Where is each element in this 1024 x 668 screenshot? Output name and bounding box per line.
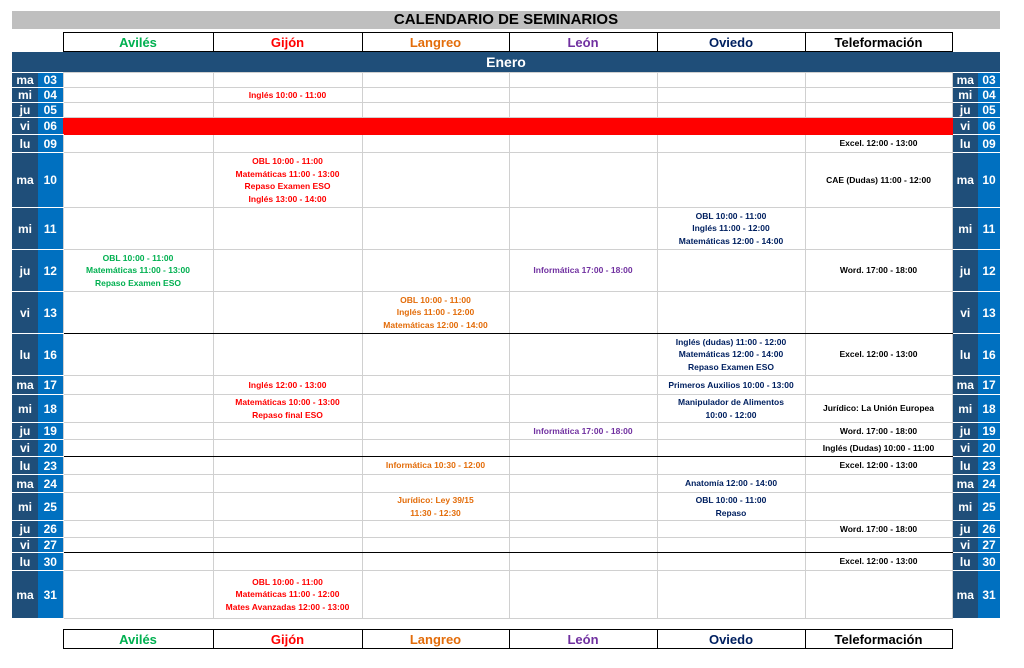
event-cell[interactable] bbox=[805, 334, 952, 376]
weekday-label: vi bbox=[952, 440, 978, 457]
header-spacer bbox=[12, 33, 63, 52]
weekday-label: vi bbox=[12, 538, 38, 553]
event-cell bbox=[805, 493, 952, 521]
centre-header-top-4: Oviedo bbox=[657, 33, 805, 52]
event-cell[interactable] bbox=[509, 250, 657, 292]
event-cell bbox=[509, 457, 657, 475]
event-cell[interactable] bbox=[805, 553, 952, 571]
event-line: Inglés 11:00 - 12:00 bbox=[692, 223, 770, 234]
event-cell[interactable] bbox=[805, 395, 952, 423]
weekday-label: ju bbox=[952, 250, 978, 292]
event-cell bbox=[63, 395, 213, 423]
event-cell[interactable] bbox=[657, 334, 805, 376]
calendar-row bbox=[12, 395, 1000, 423]
weekday-label: ma bbox=[952, 73, 978, 88]
event-cell bbox=[509, 376, 657, 395]
event-cell bbox=[213, 423, 362, 440]
weekday-label: lu bbox=[12, 553, 38, 571]
event-cell bbox=[362, 250, 509, 292]
event-line: Matemáticas 12:00 - 14:00 bbox=[383, 319, 488, 330]
event-cell[interactable] bbox=[213, 571, 362, 619]
event-cell bbox=[509, 538, 657, 553]
event-cell bbox=[213, 250, 362, 292]
centre-header-top-2: Langreo bbox=[362, 33, 509, 52]
calendar-row bbox=[12, 250, 1000, 292]
event-line: OBL 10:00 - 11:00 bbox=[695, 210, 767, 221]
event-cell[interactable] bbox=[805, 250, 952, 292]
calendar-row bbox=[12, 571, 1000, 619]
event-cell bbox=[805, 292, 952, 334]
event-cell bbox=[657, 440, 805, 457]
weekday-label: lu bbox=[12, 457, 38, 475]
weekday-label: ju bbox=[12, 423, 38, 440]
day-number: 11 bbox=[38, 208, 63, 250]
centre-header-bottom-0: Avilés bbox=[63, 630, 213, 649]
weekday-label: vi bbox=[12, 118, 38, 135]
event-cell bbox=[362, 553, 509, 571]
event-line: Inglés 13:00 - 14:00 bbox=[248, 193, 327, 204]
weekday-label: ju bbox=[12, 250, 38, 292]
event-cell bbox=[213, 73, 362, 88]
event-cell bbox=[63, 457, 213, 475]
calendar-row bbox=[12, 73, 1000, 88]
calendar-row bbox=[12, 153, 1000, 208]
calendar-row bbox=[12, 118, 1000, 135]
weekday-label: ju bbox=[12, 521, 38, 538]
day-number: 18 bbox=[38, 395, 63, 423]
event-cell bbox=[805, 73, 952, 88]
day-number: 13 bbox=[978, 292, 1000, 334]
event-cell bbox=[362, 135, 509, 153]
centre-header-bottom-5: Teleformación bbox=[805, 630, 952, 649]
event-cell bbox=[509, 493, 657, 521]
weekday-label: ju bbox=[952, 423, 978, 440]
event-line: Excel. 12:00 - 13:00 bbox=[839, 138, 918, 149]
event-cell bbox=[63, 292, 213, 334]
weekday-label: mi bbox=[952, 395, 978, 423]
event-line: Mates Avanzadas 12:00 - 13:00 bbox=[225, 601, 350, 612]
event-cell[interactable] bbox=[213, 153, 362, 208]
event-line: Inglés 11:00 - 12:00 bbox=[396, 307, 475, 318]
weekday-label: ma bbox=[12, 376, 38, 395]
weekday-label: ju bbox=[952, 521, 978, 538]
event-line: Excel. 12:00 - 13:00 bbox=[839, 349, 918, 360]
calendar-row bbox=[12, 334, 1000, 376]
day-number: 23 bbox=[38, 457, 63, 475]
day-number: 23 bbox=[978, 457, 1000, 475]
event-cell bbox=[657, 153, 805, 208]
event-line: Word. 17:00 - 18:00 bbox=[839, 425, 918, 436]
weekday-label: lu bbox=[952, 457, 978, 475]
event-line: Matemáticas 11:00 - 13:00 bbox=[86, 265, 190, 276]
event-line: Inglés (Dudas) 10:00 - 11:00 bbox=[822, 442, 935, 453]
calendar-row bbox=[12, 553, 1000, 571]
calendar-row bbox=[12, 376, 1000, 395]
calendar-row bbox=[12, 457, 1000, 475]
event-cell bbox=[63, 153, 213, 208]
event-line: Manipulador de Alimentos bbox=[678, 397, 784, 407]
weekday-label: vi bbox=[952, 118, 978, 135]
event-cell bbox=[63, 376, 213, 395]
centre-header-bottom-4: Oviedo bbox=[657, 630, 805, 649]
event-line: 11:30 - 12:30 bbox=[410, 507, 461, 518]
day-number: 19 bbox=[978, 423, 1000, 440]
event-line: Anatomía 12:00 - 14:00 bbox=[684, 478, 778, 489]
event-cell bbox=[213, 118, 362, 135]
event-cell bbox=[509, 553, 657, 571]
event-line: Repaso Examen ESO bbox=[688, 361, 774, 372]
calendar-row bbox=[12, 521, 1000, 538]
event-cell bbox=[63, 553, 213, 571]
page-title: CALENDARIO DE SEMINARIOS bbox=[12, 11, 1000, 29]
day-number: 04 bbox=[38, 88, 63, 103]
day-number: 10 bbox=[38, 153, 63, 208]
event-cell bbox=[63, 88, 213, 103]
calendar-row bbox=[12, 135, 1000, 153]
event-cell bbox=[657, 553, 805, 571]
centre-header-bottom-1: Gijón bbox=[213, 630, 362, 649]
day-number: 09 bbox=[38, 135, 63, 153]
event-cell[interactable] bbox=[362, 493, 509, 521]
event-cell[interactable] bbox=[657, 208, 805, 250]
event-cell[interactable] bbox=[213, 376, 362, 395]
event-line: OBL 10:00 - 11:00 bbox=[400, 294, 471, 305]
event-cell bbox=[509, 88, 657, 103]
event-cell bbox=[805, 208, 952, 250]
day-number: 31 bbox=[38, 571, 63, 619]
event-line: Inglés (dudas) 11:00 - 12:00 bbox=[675, 336, 787, 347]
event-cell bbox=[63, 135, 213, 153]
day-number: 06 bbox=[978, 118, 1000, 135]
event-cell[interactable] bbox=[213, 88, 362, 103]
event-cell bbox=[657, 73, 805, 88]
weekday-label: ma bbox=[952, 153, 978, 208]
event-cell bbox=[509, 153, 657, 208]
weekday-label: vi bbox=[952, 538, 978, 553]
event-line: Repaso bbox=[715, 507, 747, 518]
event-line: Word. 17:00 - 18:00 bbox=[839, 523, 918, 534]
event-cell bbox=[213, 521, 362, 538]
event-cell bbox=[63, 103, 213, 118]
centre-header-bottom bbox=[12, 629, 1000, 649]
day-number: 20 bbox=[38, 440, 63, 457]
event-cell[interactable] bbox=[213, 395, 362, 423]
event-cell bbox=[213, 334, 362, 376]
weekday-label: mi bbox=[12, 208, 38, 250]
event-line: Repaso Examen ESO bbox=[244, 181, 331, 191]
event-cell bbox=[805, 475, 952, 493]
day-number: 27 bbox=[978, 538, 1000, 553]
day-number: 26 bbox=[38, 521, 63, 538]
event-line: Repaso Examen ESO bbox=[95, 277, 181, 288]
month-banner: Enero bbox=[12, 52, 1000, 72]
calendar-table bbox=[12, 72, 1000, 619]
event-cell bbox=[63, 73, 213, 88]
event-line: Excel. 12:00 - 13:00 bbox=[839, 556, 918, 567]
day-number: 24 bbox=[38, 475, 63, 493]
day-number: 11 bbox=[978, 208, 1000, 250]
event-cell[interactable] bbox=[362, 292, 509, 334]
day-number: 31 bbox=[978, 571, 1000, 619]
weekday-label: lu bbox=[952, 334, 978, 376]
event-cell bbox=[362, 395, 509, 423]
event-line: OBL 10:00 - 11:00 bbox=[102, 252, 174, 263]
day-number: 27 bbox=[38, 538, 63, 553]
event-line: Repaso final ESO bbox=[252, 409, 323, 420]
header-spacer bbox=[12, 630, 63, 649]
day-number: 09 bbox=[978, 135, 1000, 153]
weekday-label: ju bbox=[12, 103, 38, 118]
event-line: Matemáticas 10:00 - 13:00 bbox=[235, 397, 340, 407]
event-line: Informática 17:00 - 18:00 bbox=[533, 425, 633, 436]
day-number: 18 bbox=[978, 395, 1000, 423]
calendar-row bbox=[12, 208, 1000, 250]
day-number: 30 bbox=[38, 553, 63, 571]
event-cell[interactable] bbox=[657, 475, 805, 493]
event-cell bbox=[657, 103, 805, 118]
centre-header-bottom-2: Langreo bbox=[362, 630, 509, 649]
weekday-label: ma bbox=[952, 475, 978, 493]
weekday-label: lu bbox=[12, 334, 38, 376]
event-cell bbox=[805, 538, 952, 553]
day-number: 26 bbox=[978, 521, 1000, 538]
calendar-row bbox=[12, 292, 1000, 334]
day-number: 25 bbox=[38, 493, 63, 521]
event-cell bbox=[213, 292, 362, 334]
event-cell[interactable] bbox=[657, 376, 805, 395]
day-number: 30 bbox=[978, 553, 1000, 571]
event-cell bbox=[805, 103, 952, 118]
calendar-row bbox=[12, 475, 1000, 493]
event-cell bbox=[362, 571, 509, 619]
event-line: Jurídico: Ley 39/15 bbox=[397, 495, 474, 505]
calendar-row bbox=[12, 538, 1000, 553]
event-cell bbox=[213, 135, 362, 153]
weekday-label: ju bbox=[952, 103, 978, 118]
day-number: 17 bbox=[38, 376, 63, 395]
calendar-row bbox=[12, 440, 1000, 457]
centre-header-top-1: Gijón bbox=[213, 33, 362, 52]
calendar-row bbox=[12, 88, 1000, 103]
event-cell bbox=[509, 118, 657, 135]
event-cell bbox=[63, 440, 213, 457]
event-cell bbox=[362, 334, 509, 376]
event-cell bbox=[213, 440, 362, 457]
event-cell bbox=[213, 553, 362, 571]
weekday-label: mi bbox=[12, 88, 38, 103]
day-number: 05 bbox=[978, 103, 1000, 118]
weekday-label: lu bbox=[952, 553, 978, 571]
event-line: OBL 10:00 - 11:00 bbox=[252, 156, 323, 166]
event-cell bbox=[805, 118, 952, 135]
event-cell bbox=[362, 73, 509, 88]
day-number: 10 bbox=[978, 153, 1000, 208]
event-cell[interactable] bbox=[657, 395, 805, 423]
centre-header-top bbox=[12, 32, 1000, 52]
event-line: OBL 10:00 - 11:00 bbox=[252, 576, 323, 587]
event-cell bbox=[805, 88, 952, 103]
day-number: 16 bbox=[978, 334, 1000, 376]
weekday-label: vi bbox=[952, 292, 978, 334]
event-cell bbox=[805, 376, 952, 395]
event-cell bbox=[657, 292, 805, 334]
weekday-label: lu bbox=[952, 135, 978, 153]
event-cell bbox=[657, 457, 805, 475]
centre-header-top-5: Teleformación bbox=[805, 33, 952, 52]
event-cell[interactable] bbox=[362, 457, 509, 475]
day-number: 03 bbox=[978, 73, 1000, 88]
day-number: 03 bbox=[38, 73, 63, 88]
event-line: 10:00 - 12:00 bbox=[705, 409, 757, 420]
event-line: Inglés 10:00 - 11:00 bbox=[248, 89, 327, 100]
day-number: 17 bbox=[978, 376, 1000, 395]
weekday-label: mi bbox=[952, 88, 978, 103]
event-cell bbox=[509, 135, 657, 153]
header-spacer bbox=[952, 630, 1000, 649]
day-number: 13 bbox=[38, 292, 63, 334]
weekday-label: ma bbox=[952, 571, 978, 619]
event-cell bbox=[657, 571, 805, 619]
centre-header-top-3: León bbox=[509, 33, 657, 52]
event-cell bbox=[509, 395, 657, 423]
event-cell bbox=[362, 423, 509, 440]
event-cell bbox=[63, 208, 213, 250]
event-cell bbox=[63, 493, 213, 521]
event-cell[interactable] bbox=[805, 440, 952, 457]
weekday-label: ma bbox=[12, 571, 38, 619]
event-cell bbox=[657, 423, 805, 440]
weekday-label: lu bbox=[12, 135, 38, 153]
event-cell[interactable] bbox=[805, 153, 952, 208]
event-cell bbox=[63, 521, 213, 538]
weekday-label: vi bbox=[12, 292, 38, 334]
weekday-label: mi bbox=[12, 493, 38, 521]
event-cell bbox=[509, 571, 657, 619]
weekday-label: ma bbox=[12, 475, 38, 493]
event-line: Informática 10:30 - 12:00 bbox=[385, 460, 486, 471]
event-line: Primeros Auxilios 10:00 - 13:00 bbox=[668, 379, 794, 390]
event-cell bbox=[362, 88, 509, 103]
event-cell bbox=[509, 103, 657, 118]
event-cell bbox=[657, 88, 805, 103]
weekday-label: ma bbox=[12, 73, 38, 88]
weekday-label: mi bbox=[952, 493, 978, 521]
event-cell bbox=[657, 538, 805, 553]
weekday-label: ma bbox=[12, 153, 38, 208]
event-cell bbox=[213, 103, 362, 118]
calendar-row bbox=[12, 103, 1000, 118]
event-cell bbox=[362, 153, 509, 208]
event-cell bbox=[63, 538, 213, 553]
day-number: 16 bbox=[38, 334, 63, 376]
event-cell bbox=[657, 135, 805, 153]
event-cell[interactable] bbox=[657, 493, 805, 521]
event-cell bbox=[63, 118, 213, 135]
event-cell bbox=[509, 334, 657, 376]
event-cell bbox=[509, 73, 657, 88]
event-line: Matemáticas 12:00 - 14:00 bbox=[678, 349, 784, 360]
day-number: 12 bbox=[978, 250, 1000, 292]
weekday-label: mi bbox=[952, 208, 978, 250]
day-number: 25 bbox=[978, 493, 1000, 521]
event-cell[interactable] bbox=[805, 521, 952, 538]
event-cell bbox=[657, 118, 805, 135]
weekday-label: vi bbox=[12, 440, 38, 457]
event-line: Matemáticas 11:00 - 12:00 bbox=[235, 589, 340, 600]
event-cell bbox=[213, 475, 362, 493]
day-number: 24 bbox=[978, 475, 1000, 493]
weekday-label: mi bbox=[12, 395, 38, 423]
day-number: 12 bbox=[38, 250, 63, 292]
day-number: 20 bbox=[978, 440, 1000, 457]
event-cell bbox=[362, 118, 509, 135]
event-cell bbox=[213, 208, 362, 250]
centre-header-top-0: Avilés bbox=[63, 33, 213, 52]
calendar-row bbox=[12, 493, 1000, 521]
day-number: 06 bbox=[38, 118, 63, 135]
event-cell bbox=[362, 103, 509, 118]
event-cell bbox=[509, 521, 657, 538]
day-number: 04 bbox=[978, 88, 1000, 103]
day-number: 19 bbox=[38, 423, 63, 440]
event-cell bbox=[213, 493, 362, 521]
event-line: Jurídico: La Unión Europea bbox=[823, 403, 934, 414]
event-cell bbox=[657, 521, 805, 538]
event-cell bbox=[509, 475, 657, 493]
event-cell[interactable] bbox=[805, 135, 952, 153]
event-line: CAE (Dudas) 11:00 - 12:00 bbox=[826, 174, 931, 185]
event-cell bbox=[509, 208, 657, 250]
event-line: Informática 17:00 - 18:00 bbox=[533, 265, 633, 276]
event-cell[interactable] bbox=[509, 423, 657, 440]
event-cell bbox=[509, 440, 657, 457]
event-cell bbox=[63, 571, 213, 619]
event-cell bbox=[63, 475, 213, 493]
weekday-label: ma bbox=[952, 376, 978, 395]
event-line: Inglés 12:00 - 13:00 bbox=[248, 379, 327, 390]
event-cell bbox=[63, 334, 213, 376]
event-cell bbox=[805, 571, 952, 619]
event-line: Word. 17:00 - 18:00 bbox=[839, 265, 918, 276]
calendar-row bbox=[12, 423, 1000, 440]
event-cell[interactable] bbox=[805, 423, 952, 440]
event-cell bbox=[362, 376, 509, 395]
centre-header-bottom-3: León bbox=[509, 630, 657, 649]
event-cell bbox=[362, 440, 509, 457]
event-cell bbox=[213, 538, 362, 553]
header-spacer bbox=[952, 33, 1000, 52]
event-cell bbox=[362, 208, 509, 250]
event-cell[interactable] bbox=[63, 250, 213, 292]
day-number: 05 bbox=[38, 103, 63, 118]
event-cell bbox=[362, 475, 509, 493]
event-line: OBL 10:00 - 11:00 bbox=[695, 495, 767, 505]
event-cell bbox=[657, 250, 805, 292]
event-line: Matemáticas 11:00 - 13:00 bbox=[235, 168, 340, 179]
event-cell[interactable] bbox=[805, 457, 952, 475]
event-line: Matemáticas 12:00 - 14:00 bbox=[678, 235, 784, 246]
event-cell bbox=[362, 538, 509, 553]
event-cell bbox=[63, 423, 213, 440]
event-cell bbox=[213, 457, 362, 475]
event-cell bbox=[509, 292, 657, 334]
event-cell bbox=[362, 521, 509, 538]
event-line: Excel. 12:00 - 13:00 bbox=[839, 460, 918, 471]
